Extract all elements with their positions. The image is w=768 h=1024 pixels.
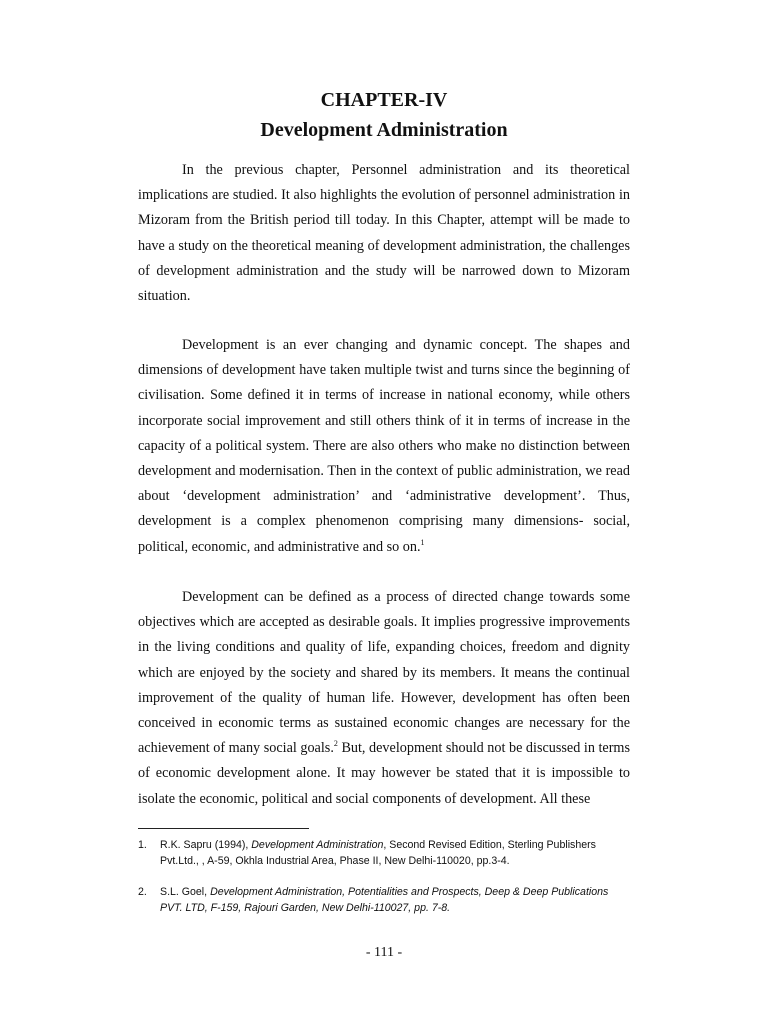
chapter-number: CHAPTER-IV <box>320 89 448 111</box>
footnote-2 <box>138 884 618 916</box>
footnote-1-title: Development Administration <box>251 839 384 851</box>
footnote-1-number: 1. <box>138 839 147 851</box>
paragraph-1-text: In the previous chapter, Personnel administration and its theoretical implications are studied. It also highlights the evolution of personnel administration in Mizoram from the British period till today. In this Chapter, attempt will be made to have a study on the theoretical meaning of development administration, the challenges of development administration and the study will be narrowed down to Mizoram situation. <box>138 162 630 305</box>
paragraph-3-text-a: Development can be defined as a process of directed change towards some objectives which are accepted as desirable goals. It implies progressive improvements in the living conditions and quality of life, expanding choices, freedom and dignity which are enjoyed by the society and shared by its members. It means the continual improvement of the quality of human life. However, development has often been conceived in economic terms as sustained economic changes are necessary for the achievement of many social goals. <box>138 589 630 757</box>
chapter-title: Development Administration <box>260 119 508 141</box>
footnote-1 <box>138 837 618 869</box>
footnote-2-author: S.L. Goel, <box>160 886 211 898</box>
paragraph-2 <box>138 333 630 560</box>
footnote-1-body <box>160 837 618 869</box>
paragraph-1 <box>138 158 630 309</box>
footnote-2-body <box>160 884 618 916</box>
footnote-ref-1[interactable]: 1 <box>420 537 425 547</box>
paragraph-2-text: Development is an ever changing and dynamic concept. The shapes and dimensions of development have taken multiple twist and turns since the beginning of civilisation. Some defined it in terms of increase in national economy, while others incorporate social improvement and still others think of it in terms of increase in the capacity of a political system. There are also others who make no distinction between development and modernisation. Then in the context of public administration, we read about ‘development administration’ and ‘administrative development’. Thus, development is a complex phenomenon comprising many dimensions- social, political, economic, and administrative and so on. <box>138 337 630 555</box>
paragraph-3 <box>138 585 630 812</box>
footnote-2-rest: Development Administration, Potentialities and Prospects, Deep & Deep Publications PVT. LTD, F-159, Rajouri Garden, New Delhi-110027, pp. 7-8. <box>160 886 609 914</box>
paragraph-3-text-b: But, development should not be discussed in terms of economic development alone. It may however be stated that it is impossible to isolate the economic, political and social components of development. All these <box>138 740 630 807</box>
footnote-1-rest: , Second Revised Edition, Sterling Publishers Pvt.Ltd., , A-59, Okhla Industrial Area, Phase II, New Delhi-110020, pp.3-4. <box>160 839 596 867</box>
footnote-2-number: 2. <box>138 886 147 898</box>
footnote-1-author: R.K. Sapru (1994), <box>160 839 252 851</box>
page-number: - 111 - <box>365 945 403 960</box>
footnote-divider <box>138 828 309 829</box>
footnote-ref-2[interactable]: 2 <box>333 739 338 749</box>
